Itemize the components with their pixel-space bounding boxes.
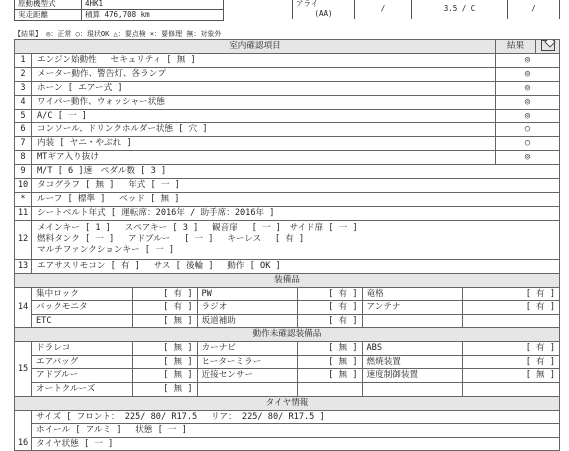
equipment-section bbox=[15, 287, 560, 328]
table-row bbox=[15, 123, 560, 137]
table-row bbox=[15, 259, 560, 273]
equipment-value bbox=[462, 383, 559, 396]
equipment-name bbox=[362, 314, 462, 327]
equipment-value: [ 無 ] bbox=[132, 383, 197, 396]
equipment-name: ラジオ bbox=[197, 301, 297, 315]
result-legend: 【結果】 ◎：正常 ○：現状OK △：要点検 ×：要修理 無：対象外 bbox=[14, 30, 222, 38]
equipment-value: [ 無 ] bbox=[132, 355, 197, 369]
unverified-section bbox=[15, 342, 560, 396]
list-item bbox=[32, 288, 559, 301]
mileage-value: 積算 476,708 km bbox=[82, 10, 224, 21]
equipment-value: [ 無 ] bbox=[132, 342, 197, 355]
list-item bbox=[32, 369, 559, 383]
table-row bbox=[15, 95, 560, 109]
result-column-header: 結果 bbox=[496, 40, 536, 54]
equipment-grid bbox=[32, 287, 560, 328]
tire-table bbox=[32, 411, 559, 451]
keys-cell bbox=[32, 220, 560, 259]
equipment-name bbox=[362, 383, 462, 396]
equipment-name: 速度制御装置 bbox=[362, 369, 462, 383]
row-number: 12 bbox=[15, 220, 32, 259]
equipment-value: [ 有 ] bbox=[297, 288, 362, 301]
keys-line-2: 燃料タンク [ 一 ] アドブルー [ 一 ] キーレス [ 有 ] bbox=[37, 234, 305, 245]
equipment-value: [ 有 ] bbox=[462, 301, 559, 315]
equipment-value: [ 有 ] bbox=[132, 288, 197, 301]
equipment-value: [ 有 ] bbox=[462, 355, 559, 369]
alignment-sub-label: (AA) bbox=[293, 9, 355, 19]
equipment-value: [ 有 ] bbox=[297, 301, 362, 315]
unverified-grid bbox=[32, 342, 560, 396]
unverified-table bbox=[32, 342, 559, 395]
equipment-value: [ 無 ] bbox=[132, 314, 197, 327]
slash-2: / bbox=[508, 0, 560, 19]
row-text: 内装 [ ヤニ・やぶれ ] bbox=[32, 137, 496, 151]
slash-1: / bbox=[355, 0, 412, 19]
row-text: コンソール、ドリンクホルダー状態 [ 穴 ] bbox=[32, 123, 496, 137]
list-item bbox=[32, 301, 559, 315]
equipment-name: 坂道補助 bbox=[197, 314, 297, 327]
equipment-value: [ 無 ] bbox=[132, 369, 197, 383]
table-header-row bbox=[15, 40, 560, 54]
row-number: 15 bbox=[15, 342, 32, 396]
tire-size: サイズ [ フロント： 225/ 80/ R17.5 リア： 225/ 80/ R17.5 ] bbox=[32, 411, 559, 424]
row-text: A/C [ 一 ] bbox=[32, 109, 496, 123]
row-number: 4 bbox=[15, 95, 32, 109]
equipment-value bbox=[297, 383, 362, 396]
row-number: 10 bbox=[15, 179, 32, 193]
equipment-name: エアバッグ bbox=[32, 355, 132, 369]
equipment-name: PW bbox=[197, 288, 297, 301]
row-text: ホーン [ エアー式 ] bbox=[32, 81, 496, 95]
equipment-name: ABS bbox=[362, 342, 462, 355]
table-row bbox=[15, 67, 560, 81]
equipment-name: ドラレコ bbox=[32, 342, 132, 355]
row-number: 6 bbox=[15, 123, 32, 137]
mileage-label: 実走距離 bbox=[15, 10, 82, 21]
inspection-table bbox=[14, 39, 560, 451]
section-title-equipment: 装備品 bbox=[15, 273, 560, 287]
equipment-name: 燃焼装置 bbox=[362, 355, 462, 369]
equipment-name: カーナビ bbox=[197, 342, 297, 355]
vehicle-info-left bbox=[14, 0, 224, 21]
table-row bbox=[15, 151, 560, 165]
row-text: ワイパー動作、ウォッシャー状態 bbox=[32, 95, 496, 109]
row-result: ○ bbox=[496, 137, 560, 151]
list-item bbox=[32, 383, 559, 396]
vehicle-info-header bbox=[0, 0, 569, 22]
equipment-name bbox=[197, 383, 297, 396]
table-row-keys bbox=[15, 220, 560, 259]
edit-cell[interactable] bbox=[536, 40, 560, 54]
equipment-value: [ 有 ] bbox=[297, 314, 362, 327]
row-result: ◎ bbox=[496, 67, 560, 81]
equipment-name: 近接センサー bbox=[197, 369, 297, 383]
row-result: ◎ bbox=[496, 151, 560, 165]
equipment-value: [ 無 ] bbox=[297, 355, 362, 369]
equipment-value: [ 有 ] bbox=[462, 342, 559, 355]
row-number: 16 bbox=[15, 410, 32, 451]
table-row bbox=[15, 206, 560, 220]
engine-model-label: 原動機型式 bbox=[15, 0, 82, 10]
table-row bbox=[15, 53, 560, 67]
equipment-value bbox=[462, 314, 559, 327]
row-number: 3 bbox=[15, 81, 32, 95]
equipment-name: ETC bbox=[32, 314, 132, 327]
row-text: ルーフ [ 標準 ] ベッド [ 無 ] bbox=[32, 192, 560, 206]
list-item bbox=[32, 342, 559, 355]
equipment-value: [ 無 ] bbox=[462, 369, 559, 383]
row-number: 8 bbox=[15, 151, 32, 165]
keys-line-1: メインキー [ 1 ] スペアキー [ 3 ] 観音扉 [ 一 ] サイド扉 [ 一 ] bbox=[37, 223, 358, 234]
row-text: M/T [ 6 ]速 ペダル数 [ 3 ] bbox=[32, 165, 560, 179]
row-number: * bbox=[15, 192, 32, 206]
keys-line-3: マルチファンクションキー [ 一 ] bbox=[37, 245, 175, 256]
row-text: メーター動作、警告灯、各ランプ bbox=[32, 67, 496, 81]
equipment-name: オートクルーズ bbox=[32, 383, 132, 396]
section-title-unverified: 動作未確認装備品 bbox=[15, 328, 560, 342]
row-text: シートベルト年式 [ 運転席：2016年 / 助手席：2016年 ] bbox=[32, 206, 560, 220]
row-text: エンジン始動性 セキュリティ [ 無 ] bbox=[32, 53, 496, 67]
equipment-value: [ 有 ] bbox=[462, 288, 559, 301]
row-number: 14 bbox=[15, 287, 32, 328]
equipment-name: 集中ロック bbox=[32, 288, 132, 301]
equipment-table bbox=[32, 288, 559, 328]
equipment-value: [ 無 ] bbox=[297, 342, 362, 355]
table-row bbox=[15, 137, 560, 151]
row-number: 1 bbox=[15, 53, 32, 67]
row-result: ◎ bbox=[496, 109, 560, 123]
table-row bbox=[15, 81, 560, 95]
row-number: 5 bbox=[15, 109, 32, 123]
wheel-info: ホイール [ アルミ ] 状態 [ 一 ] bbox=[32, 424, 559, 438]
tire-cell bbox=[32, 410, 560, 451]
equipment-name: バックモニタ bbox=[32, 301, 132, 315]
engine-model-value: 4HK1 bbox=[82, 0, 224, 10]
section-title-interior: 室内確認項目 bbox=[15, 40, 496, 54]
row-text: MTギア入り抜け bbox=[32, 151, 496, 165]
row-number: 9 bbox=[15, 165, 32, 179]
row-number: 11 bbox=[15, 206, 32, 220]
row-result: ○ bbox=[496, 123, 560, 137]
table-row bbox=[15, 179, 560, 193]
table-row bbox=[15, 165, 560, 179]
edit-icon[interactable] bbox=[541, 40, 555, 51]
tire-section bbox=[15, 410, 560, 451]
list-item bbox=[32, 314, 559, 327]
vehicle-info-right bbox=[292, 0, 560, 19]
table-row bbox=[15, 109, 560, 123]
row-number: 13 bbox=[15, 259, 32, 273]
equipment-value: [ 無 ] bbox=[297, 369, 362, 383]
alignment-label: アライ bbox=[293, 0, 355, 9]
row-result: ◎ bbox=[496, 95, 560, 109]
row-result: ◎ bbox=[496, 53, 560, 67]
equipment-name: アンテナ bbox=[362, 301, 462, 315]
table-row bbox=[15, 192, 560, 206]
row-number: 2 bbox=[15, 67, 32, 81]
row-text: タコグラフ [ 無 ] 年式 [ 一 ] bbox=[32, 179, 560, 193]
row-text: エアサスリモコン [ 有 ] サス [ 後輪 ] 動作 [ OK ] bbox=[32, 259, 560, 273]
equipment-name: ヒーターミラー bbox=[197, 355, 297, 369]
equipment-value: [ 有 ] bbox=[132, 301, 197, 315]
row-number: 7 bbox=[15, 137, 32, 151]
section-title-tires: タイヤ情報 bbox=[15, 396, 560, 410]
row-result: ◎ bbox=[496, 81, 560, 95]
tire-condition: タイヤ状態 [ 一 ] bbox=[36, 438, 114, 449]
equipment-name: アドブルー bbox=[32, 369, 132, 383]
list-item bbox=[32, 355, 559, 369]
alignment-value: 3.5 / C bbox=[412, 0, 508, 19]
equipment-name: 竜格 bbox=[362, 288, 462, 301]
